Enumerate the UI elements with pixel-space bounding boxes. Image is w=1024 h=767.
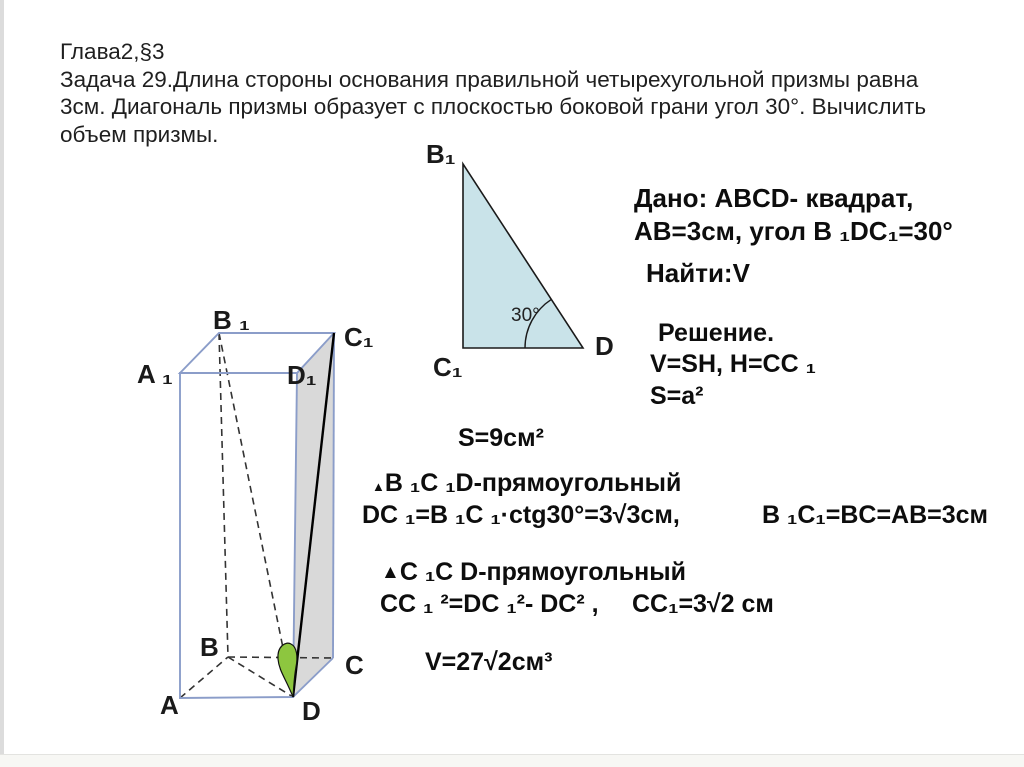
prism-label-c: C	[345, 650, 364, 680]
given-line-2: AB=3см, угол B ₁DC₁=30°	[634, 216, 953, 246]
chapter-line: Глава2,§3	[60, 39, 165, 64]
slide-left-edge	[0, 0, 4, 767]
find-line: Найти:V	[646, 258, 750, 288]
edge-bb1-hidden	[219, 333, 228, 657]
triangle-label-d: D	[595, 331, 614, 361]
volume-result: V=27√2см³	[425, 648, 553, 676]
step2-triangle-name	[381, 557, 686, 588]
step1-note: B ₁C₁=BC=AB=3см	[762, 501, 989, 529]
area-value: S=9см²	[458, 424, 544, 452]
given-line-1: Дано: ABCD- квадрат,	[634, 183, 914, 213]
step1-name-text: B ₁C ₁D-прямоугольный	[384, 469, 682, 497]
triangle-marker-icon: ▲	[381, 562, 400, 583]
triangle-label-b1: B₁	[426, 139, 456, 169]
prism-label-d1: D₁	[287, 360, 317, 390]
step1-triangle-name	[372, 468, 681, 502]
solution-formula-1: V=SH, H=CC ₁	[650, 350, 816, 378]
triangle-marker-icon: ▲	[372, 479, 385, 494]
prism-label-b1: B ₁	[213, 305, 250, 335]
task-line-1: Задача 29.Длина стороны основания правильной четырехугольной призмы равна	[60, 66, 919, 92]
prism-label-a: A	[160, 690, 179, 720]
prism-label-c1: C₁	[344, 322, 374, 352]
prism-label-a1: A ₁	[137, 359, 173, 389]
prism-label-d: D	[302, 696, 321, 726]
edge-c1c	[333, 333, 334, 658]
triangle-figure	[400, 140, 625, 385]
slide-bottom-edge	[0, 754, 1024, 767]
task-line-2: 3см. Диагональ призмы образует с плоскостью боковой грани угол 30°. Вычислить	[60, 94, 927, 119]
prism-label-b: B	[200, 632, 219, 662]
task-line-3: объем призмы.	[60, 121, 219, 147]
step1-equation: DC ₁=B ₁C ₁·ctg30°=3√3см,	[362, 501, 680, 529]
angle-value-label: 30°	[511, 305, 540, 326]
edge-ab-hidden	[180, 657, 228, 698]
solution-formula-2: S=a²	[650, 382, 704, 410]
problem-statement	[60, 38, 960, 148]
step2-result: CC₁=3√2 см	[632, 590, 774, 618]
triangle-label-c1: C₁	[433, 352, 463, 382]
step2-name-text: C ₁C D-прямоугольный	[399, 558, 686, 586]
step2-equation: CC ₁ ²=DC ₁²- DC² ,	[380, 590, 599, 618]
diagonal-b1d-hidden	[219, 333, 293, 697]
solution-title: Решение.	[658, 319, 775, 347]
